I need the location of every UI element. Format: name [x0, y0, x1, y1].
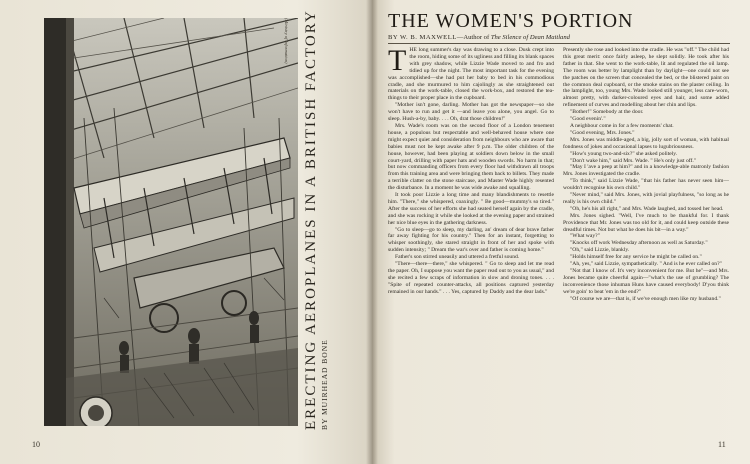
paragraph: "Not that I know of. It's very inconvenient for me. But he"—and Mrs. Jones became quite cheerful again—"what's the use of grumbling? The inconvenience those inhuman Huns have caused everybody! D'you think we're goin' to beat 'em in the end?" — [563, 268, 729, 295]
illustration-credit: (Ministry of Information) — [284, 18, 289, 64]
title-rule — [388, 43, 730, 44]
paragraph: Mrs. Wade's room was on the second floor of a London tenement house, a populous but respectable and well-behaved house where one might expect quiet and consideration from neighbours who are aware that babies must not be kept awake after 9 p.m. The older children of the house, however, had been playing at soldiers down below in the small court-yard, drilling with paper hats and wooden swords. No harm in that; but now commanding officers from every floor had withdrawn all troops from this training area and were bringing them back to billets. They made a terrible clatter on the stone staircase, and Master Wade highly resented the disturbance. In a moment he was wide awake and squalling. — [388, 122, 554, 192]
paragraph: "Mother isn't gone, darling. Mother has got the newspaper—so she won't have to run and get it —and leave you alone, you angel. Go to sleep. Hush-a-by, baby. . . . Oh, drat those children!" — [388, 102, 554, 123]
paragraph: "What way?" — [570, 233, 600, 240]
paragraph: "Never mind," said Mrs. Jones, with jovial playfulness, "so long as he really is his own child." — [563, 192, 729, 205]
paragraph: "Good evening, Mrs. Jones." — [570, 129, 635, 136]
paragraph: "Ah, yes," said Lizzie, sympathetically. " And is he ever called on?" — [570, 261, 722, 268]
paragraph: HE long summer's day was drawing to a close. Dusk crept into the room, hiding some of its ugliness and filling its blank spaces with grey shadow, while Lizzie Wade moved to and fro and tidied up for the night. The most important task for the evening was accomplished—she had put her baby to bed in his commodious cradle, and she murmured to him cajolingly as she straightened out materials on the work-table, closed the work-box, and restored the tea-things to their proper place in the cupboard. — [388, 47, 554, 102]
paragraph: "May I 'ave a peep at him?" and in a knowledge-able matronly fashion Mrs. Jones investigated the cradle. — [563, 164, 729, 178]
illustration-caption — [302, 9, 340, 430]
paragraph: Presently she rose and looked into the cradle. He was "off." The child had this great merit: once fairly asleep, he slept solidly. He took after his father in that. She went to the work-table, lit and regulated the oil lamp. The room was better by lamplight than by daylight—one could not see the patches on the screen that concealed the bed, or the blistered paint on the common deal cupboard, or the smoke stains on the plaster ceiling. In the lamplight, too, young Mrs. Wade looked still younger, less care-worn, almost pretty, with darker-coloured eyes and hair, and some added refinement of curves and modelling about her chin and lips. — [563, 47, 729, 109]
paragraph: "Knocks off work Wednesday afternoon as well as Saturday." — [570, 240, 708, 247]
paragraph: Mrs. Jones sighed. "Well, I've much to be thankful for. I thank Providence that Mr. Jones was too old for it, and could keep outside these dreadful times. Not but what he does his bit—in a way." — [563, 212, 729, 233]
paragraph: Mrs. Jones was middle-aged, a big, jolly sort of woman, with habitual fondness of jokes and occasional lapses to lugubriousness. — [563, 136, 729, 150]
byline-work: The Silence of Dean Maitland — [490, 34, 570, 41]
byline — [388, 34, 738, 41]
paragraph: A neighbour come in for a few moments' chat. — [570, 122, 674, 129]
paragraph: "To think," said Lizzie Wade, "that his father has never seen him—wouldn't recognise his own child." — [563, 178, 729, 192]
article-title: THE WOMEN'S PORTION — [388, 10, 634, 32]
column-left — [388, 47, 554, 447]
paragraph: "How's young two-and-six?" she asked politely. — [570, 150, 678, 157]
paragraph: "There—there—there," she whispered. " Go to sleep and let me read the paper. Oh, I suppose you want the paper read out to you as usual," and she recited a few scraps of information in slow and droning tones. . . . "Spite of repeated counter-attacks, all positions captured yesterday remained in our hands." . . . Yes, captured by Daddy and the dear lads." — [388, 261, 554, 295]
paragraph: It took poor Lizzie a long time and many blandishments to resettle him. "There," she whispered, coaxingly. " Be good—mummy's so tired." After the success of her efforts she had seated herself again by the cradle, and she was rocking it while she looked at the evening paper and strained her nice blue eyes in the gathering darkness. — [388, 192, 554, 226]
paragraph: Father's son stirred uneasily and uttered a fretful sound. — [395, 254, 520, 261]
byline-author: BY W. B. MAXWELL — [388, 34, 457, 41]
column-right — [563, 47, 729, 447]
gutter-shadow — [366, 0, 378, 464]
paragraph: "Oh, he's his all right," and Mrs. Wade laughed, and tossed her head. — [570, 205, 724, 212]
byline-suffix: —Author of — [456, 34, 490, 41]
paragraph: "Of course we are—that is, if we've enough men like my husband." — [570, 295, 721, 302]
paragraph: "Bother!" Somebody at the door. — [570, 109, 644, 116]
caption-title: ERECTING AEROPLANES IN A BRITISH FACTORY — [303, 9, 319, 430]
left-page-number: 10 — [32, 440, 40, 449]
paragraph: "Go to sleep—go to sleep, my darling, an' dream of dear brave father far away fighting for his country." Then for an instant, forgetting to whisper soothingly, she stared straight in front of her and spoke with sudden intensity; " Dream the war's over and father is coming home." — [388, 226, 554, 254]
paragraph: "Holds himself free for any service he might be called on." — [570, 254, 702, 261]
paragraph: "Don't wake him," said Mrs. Wade. " He's only just off." — [570, 157, 697, 164]
paragraph: "Good evenin'." — [570, 116, 606, 123]
paragraph: "Oh," said Lizzie, blankly. — [570, 247, 630, 254]
drop-cap: T — [388, 47, 407, 77]
caption-artist: BY MUIRHEAD BONE — [320, 339, 329, 430]
right-page-number: 11 — [718, 440, 726, 449]
aeroplane-factory-illustration — [44, 18, 298, 426]
